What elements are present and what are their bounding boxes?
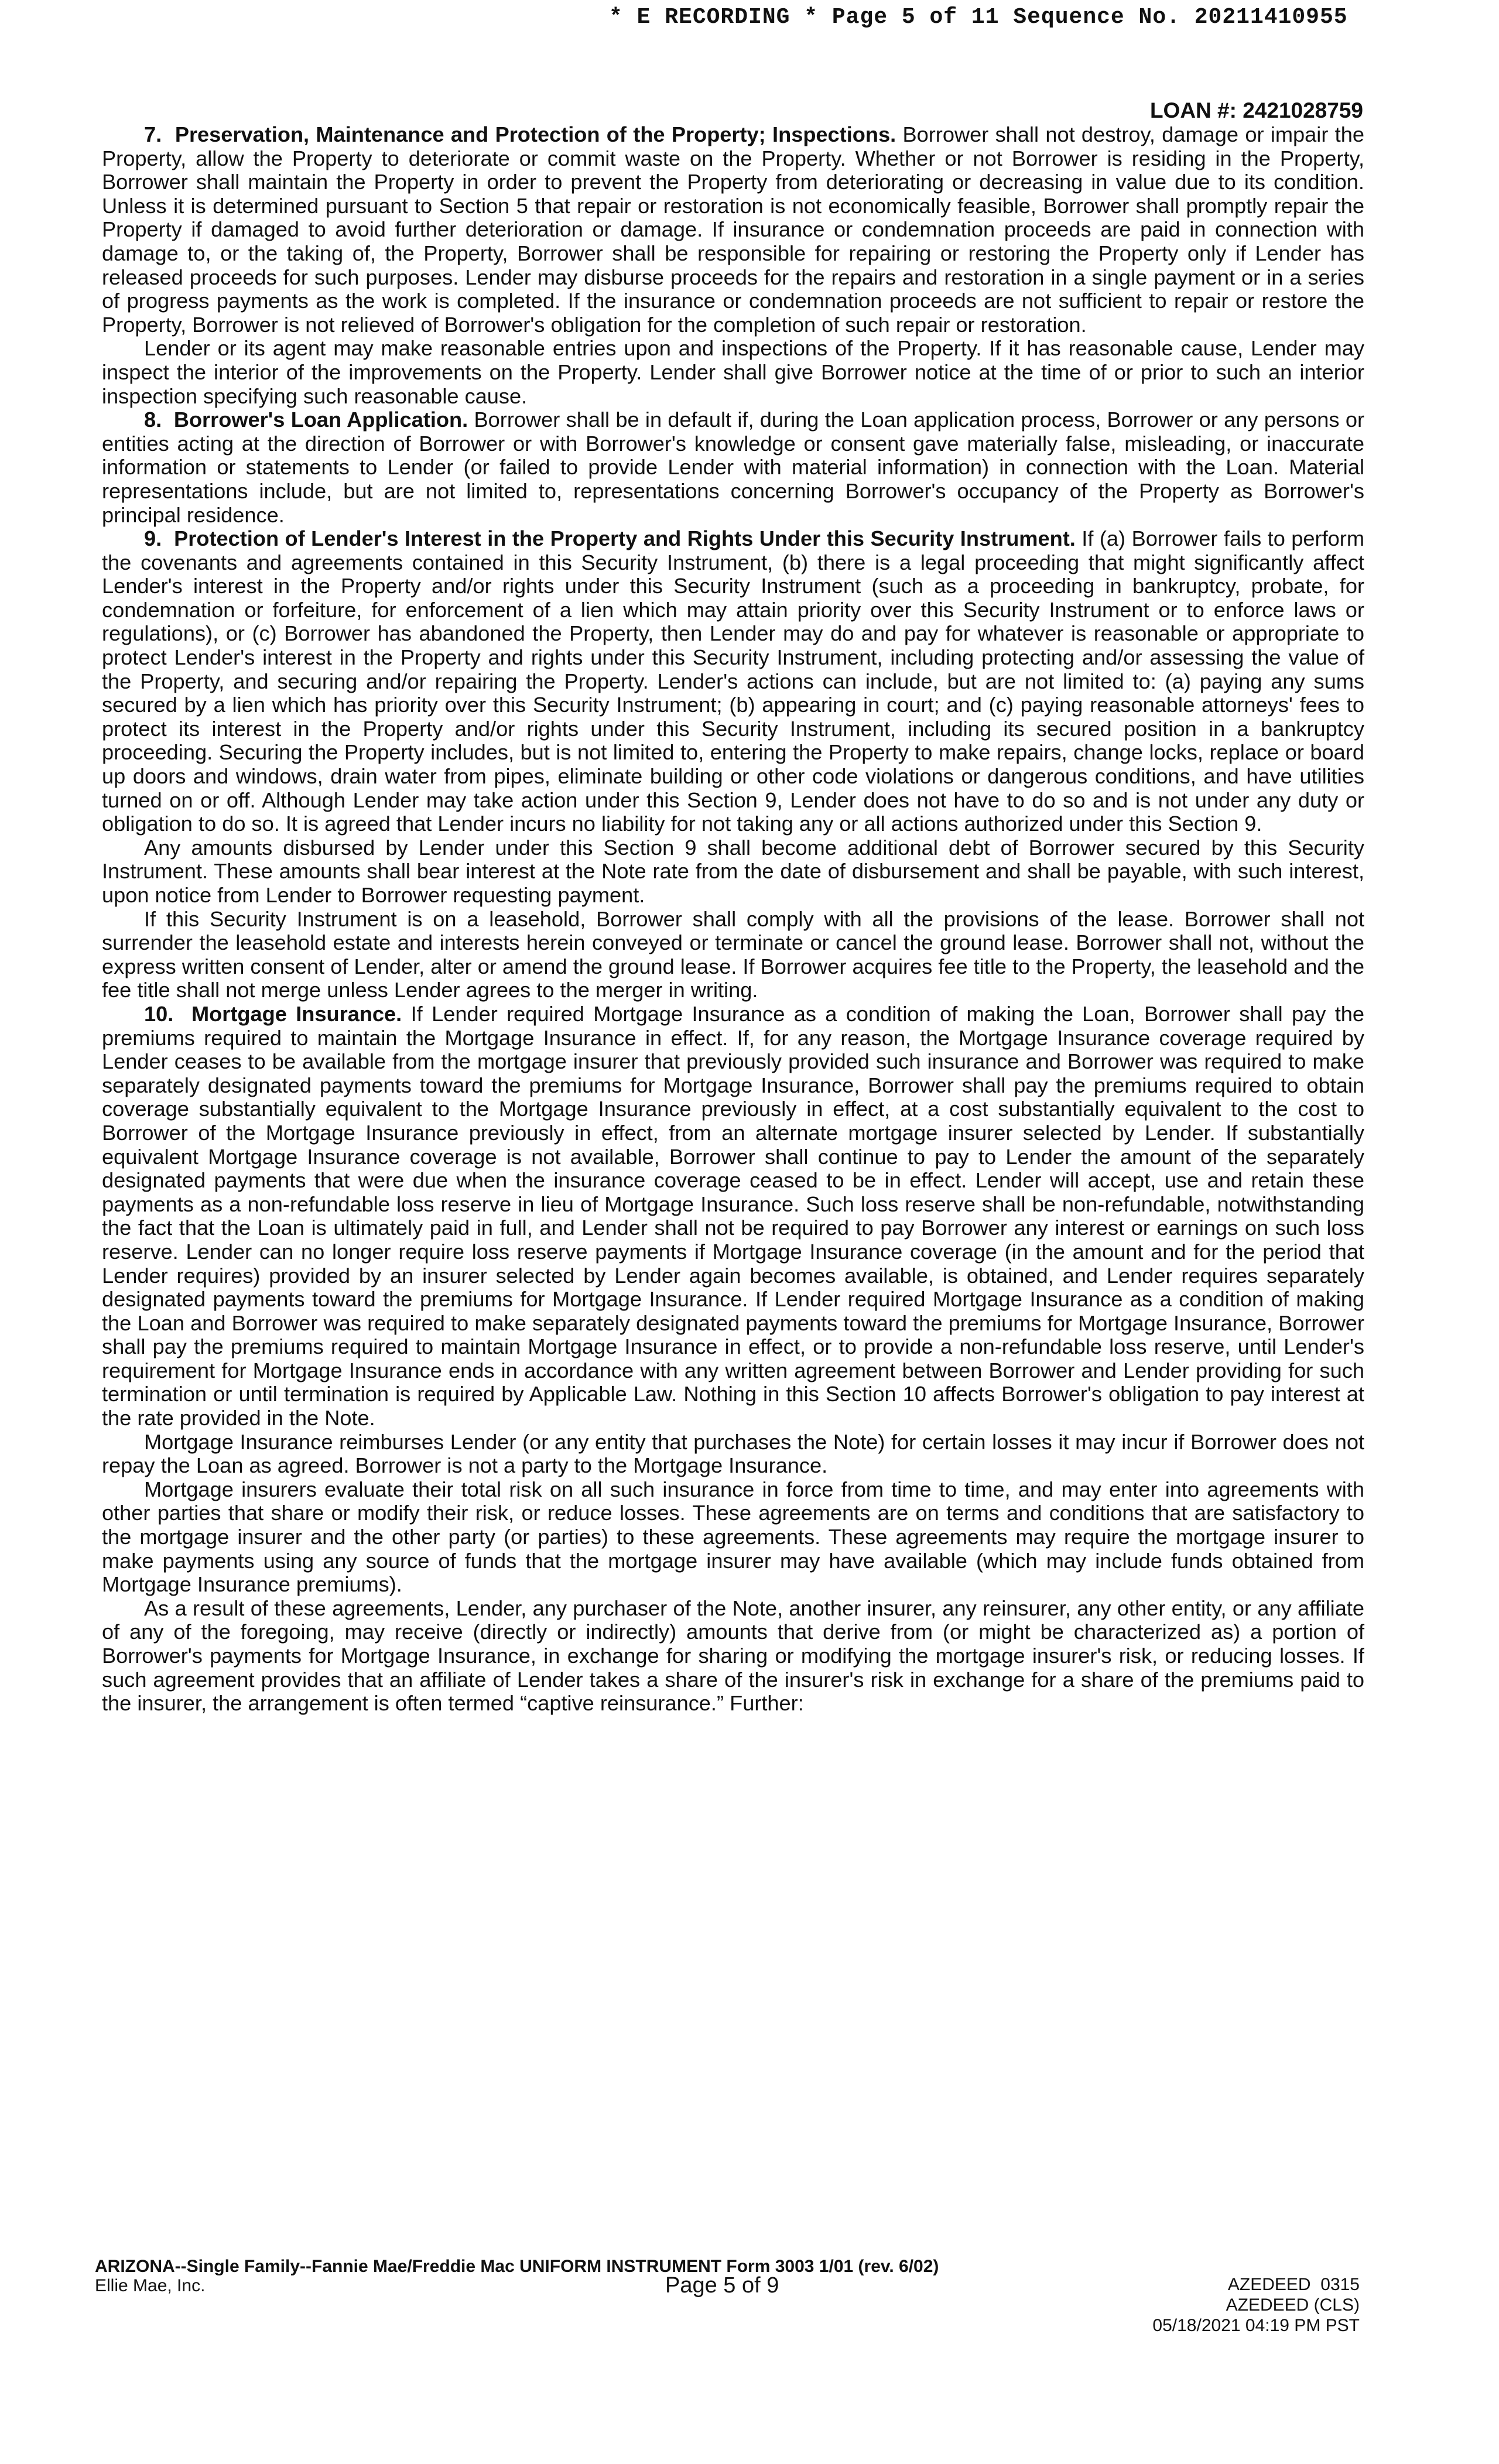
footer-page-number: Page 5 of 9 bbox=[665, 2273, 779, 2298]
section-9-paragraph bbox=[102, 527, 1364, 836]
section-7-title: Preservation, Maintenance and Protection of the Property; Inspections. bbox=[174, 122, 896, 146]
section-9-text: If (a) Borrower fails to perform the covenants and agreements contained in this Security Instrument, (b) there is a legal proceeding that might significantly affect Lender's interest in the Property and/or rights under this Security Instrument (such as a proceeding in bankruptcy, probate, for condemnation or forfeiture, for enforcement of a lien which may attain priority over this Security Instrument or to enforce laws or regulations), or (c) Borrower has abandoned the Property, then Lender may do and pay for whatever is reasonable or appropriate to protect Lender's interest in the Property and rights under this Security Instrument, including protecting and/or assessing the value of the Property, and securing and/or repairing the Property. Lender's actions can include, but are not limited to: (a) paying any sums secured by a lien which has priority over this Security Instrument; (b) appearing in court; and (c) paying reasonable attorneys' fees to protect its interest in the Property and/or rights under this Security Instrument, including its secured position in a bankruptcy proceeding. Securing the Property includes, but is not limited to, entering the Property to make repairs, change locks, replace or board up doors and windows, drain water from pipes, eliminate building or other code violations or dangerous conditions, and have utilities turned on or off. Although Lender may take action under this Section 9, Lender does not have to do so and is not under any duty or obligation to do so. It is agreed that Lender incurs no liability for not taking any or all actions authorized under this Section 9. bbox=[102, 526, 1364, 836]
document-body bbox=[102, 123, 1364, 1716]
section-10-text: If Lender required Mortgage Insurance as a condition of making the Loan, Borrower shall pay the premiums required to maintain the Mortgage Insurance in effect. If, for any reason, the Mortgage Insurance coverage required by Lender ceases to be available from the mortgage insurer that previously provided such insurance and Borrower was required to make separately designated payments toward the premiums for Mortgage Insurance, Borrower shall pay the premiums required to obtain coverage substantially equivalent to the Mortgage Insurance previously in effect, at a cost substantially equivalent to the cost to Borrower of the Mortgage Insurance previously in effect, from an alternate mortgage insurer selected by Lender. If substantially equivalent Mortgage Insurance coverage is not available, Borrower shall continue to pay to Lender the amount of the separately designated payments that were due when the insurance coverage ceased to be in effect. Lender will accept, use and retain these payments as a non-refundable loss reserve in lieu of Mortgage Insurance. Such loss reserve shall be non-refundable, notwithstanding the fact that the Loan is ultimately paid in full, and Lender shall not be required to pay Borrower any interest or earnings on such loss reserve. Lender can no longer require loss reserve payments if Mortgage Insurance coverage (in the amount and for the period that Lender requires) provided by an insurer selected by Lender again becomes available, is obtained, and Lender requires separately designated payments toward the premiums for Mortgage Insurance. If Lender required Mortgage Insurance as a condition of making the Loan and Borrower was required to make separately designated payments toward the premiums for Mortgage Insurance, Borrower shall pay the premiums required to maintain Mortgage Insurance in effect, or to provide a non-refundable loss reserve, until Lender's requirement for Mortgage Insurance ends in accordance with any written agreement between Borrower and Lender providing for such termination or until termination is required by Applicable Law. Nothing in this Section 10 affects Borrower's obligation to pay interest at the rate provided in the Note. bbox=[102, 1001, 1365, 1431]
section-9-heading bbox=[144, 526, 1076, 550]
section-7-number: 7. bbox=[144, 122, 162, 146]
footer-form-title: ARIZONA--Single Family--Fannie Mae/Freddie Mac UNIFORM INSTRUMENT Form 3003 1/01 (rev. 6/02) bbox=[95, 2257, 939, 2276]
footer-vendor: Ellie Mae, Inc. bbox=[95, 2276, 206, 2295]
loan-number: LOAN #: 2421028759 bbox=[1149, 98, 1363, 122]
section-8-title: Borrower's Loan Application. bbox=[173, 408, 468, 432]
section-9-title: Protection of Lender's Interest in the Property and Rights Under this Security Instrument. bbox=[174, 526, 1076, 551]
section-7-paragraph bbox=[102, 123, 1364, 337]
section-8-number: 8. bbox=[144, 408, 162, 432]
recording-header: * E RECORDING * Page 5 of 11 Sequence No. 20211410955 bbox=[609, 5, 1348, 30]
section-7-heading bbox=[144, 122, 896, 146]
footer-code-1: AZEDEED 0315 bbox=[1227, 2275, 1360, 2294]
section-8-paragraph bbox=[102, 408, 1364, 527]
footer-codes bbox=[1152, 2274, 1360, 2336]
footer-form-info bbox=[95, 2257, 939, 2295]
section-10-number: 10. bbox=[144, 1001, 174, 1026]
section-10-paragraph bbox=[102, 1002, 1364, 1431]
section-7-text: Borrower shall not destroy, damage or impair the Property, allow the Property to deteriorate or commit waste on the Property. Whether or not Borrower is residing in the Property, Borrower shall maintain the Property in order to prevent the Property from deteriorating or decreasing in value due to its condition. Unless it is determined pursuant to Section 5 that repair or restoration is not economically feasible, Borrower shall promptly repair the Property if damaged to avoid further deterioration or damage. If insurance or condemnation proceeds are paid in connection with damage to, or the taking of, the Property, Borrower shall be responsible for repairing or restoring the Property only if Lender has released proceeds for such purposes. Lender may disburse proceeds for the repairs and restoration in a single payment or in a series of progress payments as the work is completed. If the insurance or condemnation proceeds are not sufficient to repair or restore the Property, Borrower is not relieved of Borrower's obligation for the completion of such repair or restoration. bbox=[102, 122, 1364, 337]
section-8-heading bbox=[144, 408, 468, 432]
section-9-paragraph-2: Any amounts disbursed by Lender under this Section 9 shall become additional debt of Borrower secured by this Security Instrument. These amounts shall bear interest at the Note rate from the date of disbursement and shall be payable, with such interest, upon notice from Lender to Borrower requesting payment. bbox=[102, 835, 1364, 907]
section-9-paragraph-3: If this Security Instrument is on a leasehold, Borrower shall comply with all the provisions of the lease. Borrower shall not surrender the leasehold estate and interests herein conveyed or terminate or cancel the ground lease. Borrower shall not, without the express written consent of Lender, alter or amend the ground lease. If Borrower acquires fee title to the Property, the leasehold and the fee title shall not merge unless Lender agrees to the merger in writing. bbox=[102, 906, 1364, 1002]
section-10-heading bbox=[144, 1002, 402, 1026]
section-10-title: Mortgage Insurance. bbox=[191, 1001, 402, 1026]
section-8-text: Borrower shall be in default if, during the Loan application process, Borrower or any persons or entities acting at the direction of Borrower or with Borrower's knowledge or consent gave materially false, misleading, or inaccurate information or statements to Lender (or failed to provide Lender with material information) in connection with the Loan. Material representations include, but are not limited to, representations concerning Borrower's occupancy of the Property as Borrower's principal residence. bbox=[102, 408, 1365, 527]
section-10-paragraph-4: As a result of these agreements, Lender, any purchaser of the Note, another insurer, any reinsurer, any other entity, or any affiliate of any of the foregoing, may receive (directly or indirectly) amounts that derive from (or might be characterized as) a portion of Borrower's payments for Mortgage Insurance, in exchange for sharing or modifying the mortgage insurer's risk, or reducing losses. If such agreement provides that an affiliate of Lender takes a share of the insurer's risk in exchange for a share of the premiums paid to the insurer, the arrangement is often termed “captive reinsurance.” Further: bbox=[102, 1596, 1364, 1716]
section-9-number: 9. bbox=[144, 526, 162, 551]
section-10-paragraph-2: Mortgage Insurance reimburses Lender (or any entity that purchases the Note) for certain losses it may incur if Borrower does not repay the Loan as agreed. Borrower is not a party to the Mortgage Insurance. bbox=[102, 1429, 1364, 1478]
footer-code-2: AZEDEED (CLS) bbox=[1226, 2295, 1360, 2315]
footer-timestamp: 05/18/2021 04:19 PM PST bbox=[1152, 2316, 1360, 2335]
section-7-paragraph-2: Lender or its agent may make reasonable entries upon and inspections of the Property. If it has reasonable cause, Lender may inspect the interior of the improvements on the Property. Lender shall give Borrower notice at the time of or prior to such an interior inspection specifying such reasonable cause. bbox=[102, 336, 1364, 408]
section-10-paragraph-3: Mortgage insurers evaluate their total risk on all such insurance in force from time to time, and may enter into agreements with other parties that share or modify their risk, or reduce losses. These agreements are on terms and conditions that are satisfactory to the mortgage insurer and the other party (or parties) to these agreements. These agreements may require the mortgage insurer to make payments using any source of funds that the mortgage insurer may have available (which may include funds obtained from Mortgage Insurance premiums). bbox=[102, 1477, 1364, 1597]
